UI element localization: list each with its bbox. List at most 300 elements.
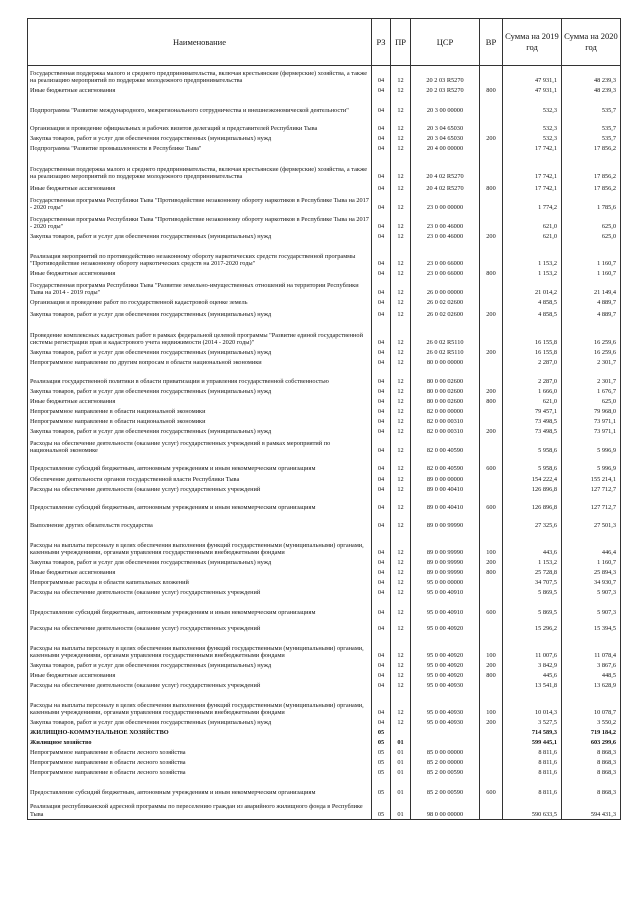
- row-rz: 05: [372, 728, 391, 738]
- table-row: [28, 194, 621, 213]
- table-row: [28, 348, 621, 358]
- table-row: [28, 116, 621, 134]
- row-name: Проведение комплексных кадастровых работ в рамках федеральной целевой программы "Развитие единой государственной системы регистрации прав и кадастрового учета недвижимости (2014 - 2020 годы)": [28, 320, 372, 348]
- row-rz: 04: [372, 691, 391, 718]
- row-vr: [480, 681, 503, 691]
- row-sum-2019: 10 014,3: [503, 691, 562, 718]
- row-csr: 23 0 00 66000: [411, 269, 480, 279]
- row-sum-2019: 15 296,2: [503, 618, 562, 634]
- row-vr: [480, 798, 503, 820]
- row-csr: [411, 728, 480, 738]
- row-rz: 04: [372, 495, 391, 513]
- row-csr: 26 0 02 R5110: [411, 320, 480, 348]
- row-sum-2020: 8 868,3: [562, 748, 621, 758]
- table-row: [28, 407, 621, 417]
- row-vr: [480, 298, 503, 308]
- table-row: [28, 298, 621, 308]
- row-pr: 12: [391, 437, 411, 456]
- row-name: Закупка товаров, работ и услуг для обеспечения государственных (муниципальных) нужд: [28, 718, 372, 728]
- row-csr: 95 0 00 40920: [411, 671, 480, 681]
- row-vr: 200: [480, 427, 503, 437]
- row-rz: 04: [372, 298, 391, 308]
- row-sum-2020: 4 889,7: [562, 298, 621, 308]
- row-sum-2020: 16 259,6: [562, 320, 621, 348]
- row-pr: 01: [391, 778, 411, 798]
- row-rz: 04: [372, 358, 391, 368]
- row-pr: 12: [391, 558, 411, 568]
- row-vr: [480, 66, 503, 86]
- row-sum-2019: 590 633,5: [503, 798, 562, 820]
- row-name: Расходы на выплаты персоналу в целях обеспечения выполнения функций государственными (муниципальными) органами, казенными учреждениями, органами управления государственными внебюджетными фондами: [28, 634, 372, 661]
- row-sum-2019: 621,0: [503, 213, 562, 232]
- row-pr: 12: [391, 474, 411, 485]
- row-sum-2019: 126 896,8: [503, 495, 562, 513]
- row-csr: 85 0 00 00000: [411, 748, 480, 758]
- table-row: [28, 634, 621, 661]
- row-sum-2019: 1 153,2: [503, 242, 562, 269]
- row-sum-2020: 79 968,0: [562, 407, 621, 417]
- row-name: Расходы на обеспечение деятельности (оказание услуг) государственных учреждений: [28, 588, 372, 598]
- row-sum-2020: 127 712,7: [562, 495, 621, 513]
- row-pr: 12: [391, 397, 411, 407]
- row-sum-2020: 1 160,7: [562, 269, 621, 279]
- row-name: Государственная программа Республики Тыва "Противодействие незаконному обороту наркотиков в Республике Тыва на 2017 - 2020 годы": [28, 194, 372, 213]
- row-csr: 85 2 00 00590: [411, 768, 480, 778]
- row-rz: 04: [372, 474, 391, 485]
- row-vr: 800: [480, 671, 503, 681]
- row-rz: 04: [372, 368, 391, 387]
- row-vr: [480, 368, 503, 387]
- row-csr: 23 0 00 66000: [411, 242, 480, 269]
- table-row: [28, 96, 621, 116]
- row-name: Непрограммное направление в области лесного хозяйства: [28, 768, 372, 778]
- row-vr: [480, 320, 503, 348]
- row-rz: 04: [372, 348, 391, 358]
- table-row: [28, 182, 621, 194]
- table-row: [28, 531, 621, 558]
- row-rz: 04: [372, 417, 391, 427]
- row-sum-2019: 27 325,6: [503, 513, 562, 531]
- header-name: Наименование: [28, 19, 372, 66]
- row-rz: 04: [372, 320, 391, 348]
- row-vr: 600: [480, 495, 503, 513]
- row-name: Иные бюджетные ассигнования: [28, 182, 372, 194]
- row-pr: 12: [391, 568, 411, 578]
- row-csr: 82 0 00 00000: [411, 407, 480, 417]
- table-row: [28, 308, 621, 320]
- row-sum-2019: 5 869,5: [503, 598, 562, 618]
- row-name: Непрограммное направление в области национальной экономики: [28, 417, 372, 427]
- row-name: Организация и проведение официальных и рабочих визитов делегаций и представителей Республики Тыва: [28, 116, 372, 134]
- row-name: Организация и проведение работ по государственной кадастровой оценке земель: [28, 298, 372, 308]
- row-vr: [480, 213, 503, 232]
- row-name: Закупка товаров, работ и услуг для обеспечения государственных (муниципальных) нужд: [28, 134, 372, 144]
- row-rz: 04: [372, 598, 391, 618]
- row-rz: 04: [372, 387, 391, 397]
- row-rz: 04: [372, 397, 391, 407]
- row-rz: 04: [372, 86, 391, 96]
- row-name: Расходы на обеспечение деятельности (оказание услуг) государственных учреждений в рамках мероприятий по национальной экономике: [28, 437, 372, 456]
- table-row: [28, 661, 621, 671]
- row-rz: 04: [372, 427, 391, 437]
- row-csr: 82 0 00 00310: [411, 417, 480, 427]
- table-row: [28, 768, 621, 778]
- row-pr: 12: [391, 348, 411, 358]
- header-sum-2019: Сумма на 2019 год: [503, 19, 562, 66]
- row-rz: 04: [372, 671, 391, 681]
- row-sum-2019: 17 742,1: [503, 182, 562, 194]
- row-vr: [480, 728, 503, 738]
- row-sum-2020: 8 868,3: [562, 778, 621, 798]
- table-row: [28, 232, 621, 242]
- row-csr: 26 0 02 02600: [411, 298, 480, 308]
- row-name: Государственная поддержка малого и среднего предпринимательства, включая крестьянские (фермерские) хозяйства, а также на реализацию мероприятий по поддержке молодежного предпринимательства: [28, 66, 372, 86]
- row-vr: [480, 437, 503, 456]
- row-sum-2019: 621,0: [503, 397, 562, 407]
- row-csr: 95 0 00 40930: [411, 691, 480, 718]
- table-row: [28, 417, 621, 427]
- row-pr: 12: [391, 387, 411, 397]
- row-vr: 600: [480, 456, 503, 474]
- row-vr: 800: [480, 86, 503, 96]
- row-vr: 100: [480, 634, 503, 661]
- row-pr: 12: [391, 588, 411, 598]
- table-row: [28, 279, 621, 298]
- table-row: [28, 691, 621, 718]
- row-sum-2020: 8 868,3: [562, 768, 621, 778]
- row-pr: 12: [391, 578, 411, 588]
- row-sum-2020: 13 628,9: [562, 681, 621, 691]
- table-body: [28, 66, 621, 820]
- row-sum-2020: 3 867,6: [562, 661, 621, 671]
- row-name: Реализация государственной политики в области приватизации и управления государственной собственностью: [28, 368, 372, 387]
- row-rz: 05: [372, 748, 391, 758]
- row-csr: 98 0 00 00000: [411, 798, 480, 820]
- row-rz: 05: [372, 778, 391, 798]
- header-csr: ЦСР: [411, 19, 480, 66]
- row-sum-2020: 73 971,1: [562, 427, 621, 437]
- row-pr: 12: [391, 427, 411, 437]
- row-csr: 20 3 04 65030: [411, 134, 480, 144]
- row-sum-2019: 154 222,4: [503, 474, 562, 485]
- row-vr: [480, 758, 503, 768]
- row-pr: 12: [391, 86, 411, 96]
- row-csr: 95 0 00 40910: [411, 588, 480, 598]
- row-sum-2019: 3 842,9: [503, 661, 562, 671]
- row-rz: 05: [372, 758, 391, 768]
- row-vr: [480, 618, 503, 634]
- row-name: Непрограммные расходы в области капитальных вложений: [28, 578, 372, 588]
- row-sum-2019: 73 498,5: [503, 417, 562, 427]
- row-pr: 12: [391, 320, 411, 348]
- row-rz: 04: [372, 437, 391, 456]
- row-pr: 12: [391, 634, 411, 661]
- row-sum-2020: 5 996,9: [562, 437, 621, 456]
- row-vr: 200: [480, 718, 503, 728]
- row-sum-2020: 5 907,3: [562, 598, 621, 618]
- row-csr: 20 2 03 R5270: [411, 86, 480, 96]
- row-vr: [480, 358, 503, 368]
- row-pr: 01: [391, 748, 411, 758]
- row-vr: [480, 748, 503, 758]
- row-rz: 04: [372, 194, 391, 213]
- row-sum-2020: 155 214,1: [562, 474, 621, 485]
- row-rz: 04: [372, 134, 391, 144]
- row-vr: [480, 417, 503, 427]
- row-sum-2019: 47 931,1: [503, 86, 562, 96]
- row-name: Выполнение других обязательств государства: [28, 513, 372, 531]
- budget-table: [27, 18, 621, 820]
- row-name: Предоставление субсидий бюджетным, автономным учреждениям и иным некоммерческим организациям: [28, 495, 372, 513]
- row-vr: 200: [480, 661, 503, 671]
- table-row: [28, 320, 621, 348]
- row-vr: [480, 242, 503, 269]
- row-pr: 01: [391, 758, 411, 768]
- row-rz: 04: [372, 618, 391, 634]
- table-row: [28, 598, 621, 618]
- row-name: Расходы на обеспечение деятельности (оказание услуг) государственных учреждений: [28, 618, 372, 634]
- row-pr: 12: [391, 144, 411, 154]
- row-name: Реализация республиканской адресной программы по переселению граждан из аварийного жилищного фонда в Республике Тыва: [28, 798, 372, 820]
- row-sum-2020: 15 394,5: [562, 618, 621, 634]
- header-rz: РЗ: [372, 19, 391, 66]
- row-rz: 04: [372, 456, 391, 474]
- row-name: Непрограммное направление в области лесного хозяйства: [28, 758, 372, 768]
- row-sum-2019: 445,6: [503, 671, 562, 681]
- row-rz: 04: [372, 661, 391, 671]
- row-rz: 04: [372, 182, 391, 194]
- row-sum-2019: 13 541,8: [503, 681, 562, 691]
- row-name: Расходы на обеспечение деятельности (оказание услуг) государственных учреждений: [28, 681, 372, 691]
- row-vr: [480, 588, 503, 598]
- row-name: Непрограммное направление по другим вопросам в области национальной экономики: [28, 358, 372, 368]
- row-rz: 04: [372, 213, 391, 232]
- row-sum-2020: 8 868,3: [562, 758, 621, 768]
- row-name: Иные бюджетные ассигнования: [28, 397, 372, 407]
- row-sum-2020: 535,7: [562, 134, 621, 144]
- row-vr: [480, 279, 503, 298]
- table-row: [28, 681, 621, 691]
- row-sum-2020: 446,4: [562, 531, 621, 558]
- row-name: Иные бюджетные ассигнования: [28, 568, 372, 578]
- row-pr: 12: [391, 358, 411, 368]
- row-sum-2020: 594 431,3: [562, 798, 621, 820]
- row-sum-2019: 8 811,6: [503, 778, 562, 798]
- row-vr: 800: [480, 568, 503, 578]
- row-csr: 80 0 00 02600: [411, 368, 480, 387]
- row-pr: 12: [391, 495, 411, 513]
- row-csr: 95 0 00 40930: [411, 681, 480, 691]
- row-csr: 89 0 00 99990: [411, 513, 480, 531]
- row-pr: 12: [391, 269, 411, 279]
- row-csr: 89 0 00 40410: [411, 485, 480, 495]
- row-csr: 20 3 04 65030: [411, 116, 480, 134]
- row-pr: 12: [391, 308, 411, 320]
- row-sum-2019: 532,3: [503, 134, 562, 144]
- row-sum-2019: 5 958,6: [503, 456, 562, 474]
- row-sum-2020: 48 239,3: [562, 86, 621, 96]
- row-pr: 01: [391, 738, 411, 748]
- row-sum-2020: 2 301,7: [562, 358, 621, 368]
- row-sum-2019: 25 728,8: [503, 568, 562, 578]
- row-name: Непрограммное направление в области национальной экономики: [28, 407, 372, 417]
- row-sum-2019: 1 153,2: [503, 269, 562, 279]
- row-name: Расходы на выплаты персоналу в целях обеспечения выполнения функций государственными (муниципальными) органами, казенными учреждениями, органами управления государственными внебюджетными фондами: [28, 691, 372, 718]
- row-vr: 600: [480, 778, 503, 798]
- row-csr: 23 0 00 46000: [411, 232, 480, 242]
- row-pr: 12: [391, 279, 411, 298]
- row-name: Реализация мероприятий по противодействию незаконному обороту наркотических средств государственной программы "Противодействие незаконному обороту наркотических средств на 2017-2020 годы": [28, 242, 372, 269]
- row-csr: 82 0 00 40590: [411, 437, 480, 456]
- row-sum-2020: 11 078,4: [562, 634, 621, 661]
- row-sum-2019: 11 007,6: [503, 634, 562, 661]
- row-sum-2020: 16 259,6: [562, 348, 621, 358]
- row-vr: 200: [480, 134, 503, 144]
- row-sum-2019: 16 155,8: [503, 320, 562, 348]
- row-sum-2020: 73 971,1: [562, 417, 621, 427]
- row-rz: 04: [372, 66, 391, 86]
- row-name: Закупка товаров, работ и услуг для обеспечения государственных (муниципальных) нужд: [28, 387, 372, 397]
- row-pr: 12: [391, 154, 411, 182]
- table-row: [28, 748, 621, 758]
- row-csr: 26 0 02 R5110: [411, 348, 480, 358]
- row-vr: 200: [480, 387, 503, 397]
- row-name: Обеспечение деятельности органов государственной власти Республики Тыва: [28, 474, 372, 485]
- budget-document: [27, 18, 620, 820]
- row-vr: 800: [480, 182, 503, 194]
- row-name: Предоставление субсидий бюджетным, автономным учреждениям и иным некоммерческим организациям: [28, 778, 372, 798]
- row-pr: 12: [391, 242, 411, 269]
- row-name: Жилищное хозяйство: [28, 738, 372, 748]
- row-rz: 04: [372, 96, 391, 116]
- row-name: Закупка товаров, работ и услуг для обеспечения государственных (муниципальных) нужд: [28, 558, 372, 568]
- table-row: [28, 144, 621, 154]
- table-row: [28, 738, 621, 748]
- row-pr: 12: [391, 182, 411, 194]
- row-pr: 12: [391, 456, 411, 474]
- table-row: [28, 134, 621, 144]
- row-csr: 95 0 00 40910: [411, 598, 480, 618]
- row-pr: 12: [391, 513, 411, 531]
- table-row: [28, 269, 621, 279]
- table-row: [28, 387, 621, 397]
- row-name: Закупка товаров, работ и услуг для обеспечения государственных (муниципальных) нужд: [28, 348, 372, 358]
- row-csr: 20 4 02 R5270: [411, 154, 480, 182]
- row-sum-2020: 535,7: [562, 96, 621, 116]
- row-rz: 05: [372, 768, 391, 778]
- row-csr: 20 4 00 00000: [411, 144, 480, 154]
- row-sum-2020: 3 550,2: [562, 718, 621, 728]
- table-row: [28, 66, 621, 86]
- row-name: Иные бюджетные ассигнования: [28, 671, 372, 681]
- row-sum-2019: 16 155,8: [503, 348, 562, 358]
- table-row: [28, 778, 621, 798]
- row-vr: [480, 738, 503, 748]
- row-pr: 12: [391, 66, 411, 86]
- row-sum-2020: 2 301,7: [562, 368, 621, 387]
- row-name: Подпрограмма "Развитие международного, межрегионального сотрудничества и внешнеэкономической деятельности": [28, 96, 372, 116]
- row-sum-2019: 8 811,6: [503, 748, 562, 758]
- table-row: [28, 495, 621, 513]
- row-csr: 23 0 00 00000: [411, 194, 480, 213]
- row-pr: [391, 728, 411, 738]
- row-sum-2019: 621,0: [503, 232, 562, 242]
- row-sum-2019: 1 153,2: [503, 558, 562, 568]
- row-sum-2020: 4 889,7: [562, 308, 621, 320]
- row-vr: [480, 144, 503, 154]
- row-csr: 20 2 03 R5270: [411, 66, 480, 86]
- row-csr: 95 0 00 40920: [411, 661, 480, 671]
- row-sum-2019: 17 742,1: [503, 144, 562, 154]
- row-vr: 800: [480, 397, 503, 407]
- row-csr: 89 0 00 40410: [411, 495, 480, 513]
- row-vr: [480, 116, 503, 134]
- row-pr: 01: [391, 768, 411, 778]
- row-vr: 200: [480, 232, 503, 242]
- row-vr: 200: [480, 348, 503, 358]
- row-sum-2020: 17 856,2: [562, 154, 621, 182]
- table-header: [28, 19, 621, 66]
- row-vr: 200: [480, 308, 503, 320]
- row-sum-2020: 127 712,7: [562, 485, 621, 495]
- row-pr: 12: [391, 213, 411, 232]
- row-rz: 04: [372, 531, 391, 558]
- row-csr: 80 0 00 02600: [411, 387, 480, 397]
- row-csr: 89 0 00 99990: [411, 568, 480, 578]
- row-name: Закупка товаров, работ и услуг для обеспечения государственных (муниципальных) нужд: [28, 308, 372, 320]
- row-name: Иные бюджетные ассигнования: [28, 269, 372, 279]
- row-pr: 12: [391, 134, 411, 144]
- row-csr: 80 0 00 00000: [411, 358, 480, 368]
- table-row: [28, 213, 621, 232]
- row-rz: 05: [372, 798, 391, 820]
- row-name: Закупка товаров, работ и услуг для обеспечения государственных (муниципальных) нужд: [28, 427, 372, 437]
- row-sum-2019: 1 774,2: [503, 194, 562, 213]
- row-csr: 85 2 00 00590: [411, 778, 480, 798]
- row-csr: 23 0 00 46000: [411, 213, 480, 232]
- row-pr: 12: [391, 618, 411, 634]
- row-sum-2019: 47 931,1: [503, 66, 562, 86]
- table-row: [28, 513, 621, 531]
- row-name: Закупка товаров, работ и услуг для обеспечения государственных (муниципальных) нужд: [28, 661, 372, 671]
- row-vr: [480, 154, 503, 182]
- row-vr: [480, 474, 503, 485]
- row-vr: [480, 407, 503, 417]
- row-sum-2019: 532,3: [503, 96, 562, 116]
- row-sum-2020: 719 184,2: [562, 728, 621, 738]
- table-row: [28, 485, 621, 495]
- row-csr: 95 0 00 40920: [411, 634, 480, 661]
- table-row: [28, 242, 621, 269]
- row-csr: 20 4 02 R5270: [411, 182, 480, 194]
- row-name: Закупка товаров, работ и услуг для обеспечения государственных (муниципальных) нужд: [28, 232, 372, 242]
- table-row: [28, 86, 621, 96]
- row-rz: 04: [372, 681, 391, 691]
- table-row: [28, 588, 621, 598]
- row-sum-2019: 599 445,1: [503, 738, 562, 748]
- row-csr: 85 2 00 00000: [411, 758, 480, 768]
- row-rz: 04: [372, 718, 391, 728]
- row-name: Государственная программа Республики Тыва "Противодействие незаконному обороту наркотиков в Республике Тыва на 2017 - 2020 годы": [28, 213, 372, 232]
- row-csr: 26 0 00 00000: [411, 279, 480, 298]
- row-pr: 12: [391, 407, 411, 417]
- row-sum-2019: 3 527,5: [503, 718, 562, 728]
- row-csr: 95 0 00 40920: [411, 618, 480, 634]
- table-row: [28, 558, 621, 568]
- row-sum-2019: 4 858,5: [503, 308, 562, 320]
- header-pr: ПР: [391, 19, 411, 66]
- row-name: Государственная поддержка малого и среднего предпринимательства, включая крестьянские (фермерские) хозяйства, а также на реализацию мероприятий по поддержке молодежного предпринимательства: [28, 154, 372, 182]
